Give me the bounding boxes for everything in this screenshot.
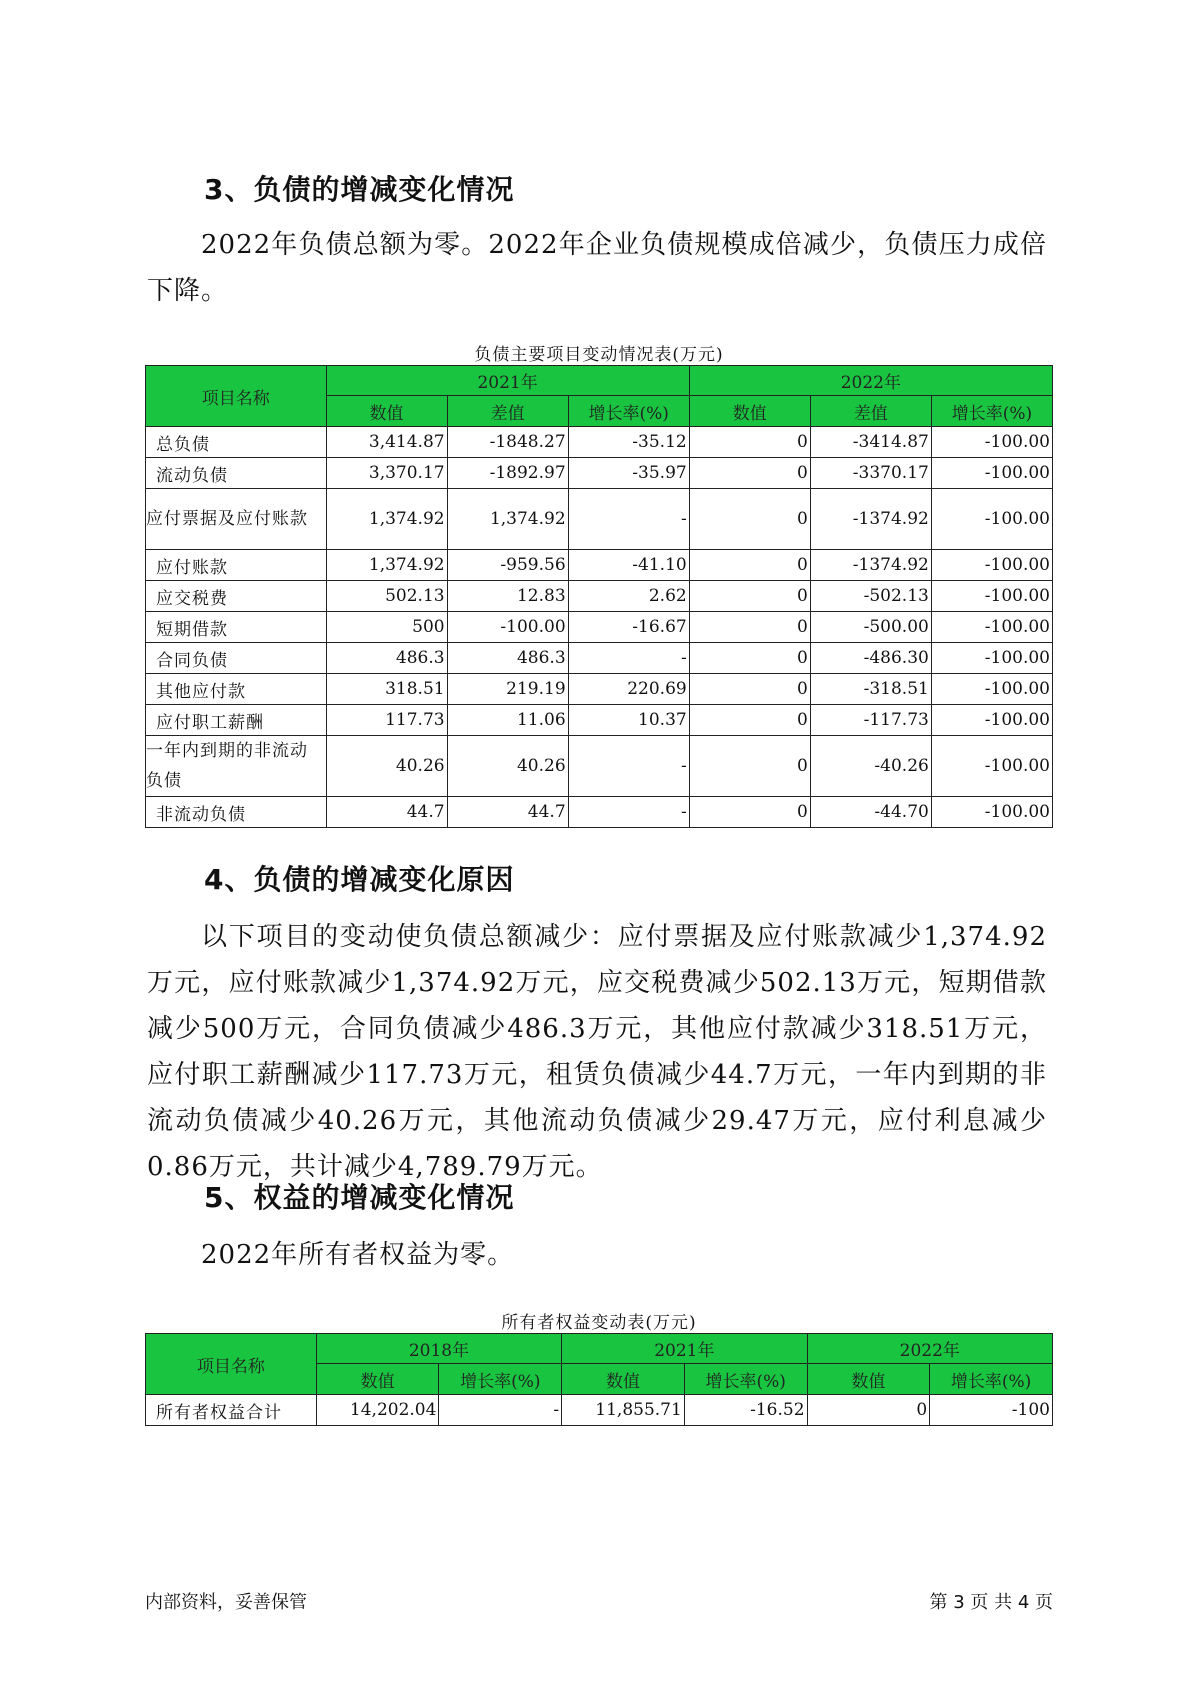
liability-table <box>145 365 1053 828</box>
equity-table-caption: 所有者权益变动表(万元) <box>501 1313 697 1333</box>
header-item-name: 项目名称 <box>146 366 327 427</box>
table-row <box>146 581 1053 612</box>
cell-growth: -100.00 <box>931 736 1052 797</box>
cell-growth: -100.00 <box>931 612 1052 643</box>
subheader-value: 数值 <box>316 1364 439 1395</box>
table-row <box>146 736 1053 797</box>
header-year-2022: 2022年 <box>807 1334 1052 1364</box>
cell-diff: -500.00 <box>810 612 931 643</box>
row-name: 应付账款 <box>146 550 327 581</box>
cell-diff: 11.06 <box>447 705 568 736</box>
cell-growth: -100.00 <box>931 643 1052 674</box>
cell-value: 3,370.17 <box>326 458 447 489</box>
cell-diff: -502.13 <box>810 581 931 612</box>
row-name: 总负债 <box>146 427 327 458</box>
cell-value: 486.3 <box>326 643 447 674</box>
cell-diff: 40.26 <box>447 736 568 797</box>
subheader-diff: 差值 <box>447 396 568 427</box>
cell-diff: 1,374.92 <box>447 489 568 550</box>
cell-value: 0 <box>689 736 810 797</box>
cell-growth: -16.52 <box>684 1395 807 1426</box>
cell-diff: 12.83 <box>447 581 568 612</box>
subheader-value: 数值 <box>326 396 447 427</box>
cell-diff: -959.56 <box>447 550 568 581</box>
cell-growth: - <box>568 489 689 550</box>
cell-growth: -100.00 <box>931 458 1052 489</box>
section-4-title: 4、负债的增减变化原因 <box>204 863 515 896</box>
cell-diff: -486.30 <box>810 643 931 674</box>
cell-diff: -100.00 <box>447 612 568 643</box>
cell-value: 0 <box>689 458 810 489</box>
cell-value: 500 <box>326 612 447 643</box>
section-3-title: 3、负债的增减变化情况 <box>204 173 515 206</box>
row-name: 应付职工薪酬 <box>146 705 327 736</box>
cell-value: 0 <box>689 674 810 705</box>
cell-value: 1,374.92 <box>326 489 447 550</box>
cell-value: 502.13 <box>326 581 447 612</box>
cell-value: 0 <box>689 427 810 458</box>
table-row <box>146 643 1053 674</box>
header-year-2018: 2018年 <box>316 1334 561 1364</box>
cell-growth: -100.00 <box>931 427 1052 458</box>
cell-value: 1,374.92 <box>326 550 447 581</box>
header-year-2021: 2021年 <box>326 366 689 396</box>
cell-diff: -1892.97 <box>447 458 568 489</box>
table-row <box>146 489 1053 550</box>
cell-diff: -117.73 <box>810 705 931 736</box>
table-row <box>146 1395 1053 1426</box>
cell-growth: -100 <box>930 1395 1053 1426</box>
cell-growth: -100.00 <box>931 705 1052 736</box>
row-name: 一年内到期的非流动负债 <box>146 736 327 797</box>
cell-diff: -1374.92 <box>810 489 931 550</box>
row-name: 应交税费 <box>146 581 327 612</box>
row-name: 应付票据及应付账款 <box>146 489 327 550</box>
cell-value: 0 <box>689 643 810 674</box>
subheader-diff: 差值 <box>810 396 931 427</box>
cell-diff: -1848.27 <box>447 427 568 458</box>
footer-confidential-note: 内部资料，妥善保管 <box>145 1592 307 1613</box>
subheader-growth: 增长率(%) <box>439 1364 562 1395</box>
section-4-paragraph: 以下项目的变动使负债总额减少：应付票据及应付账款减少1,374.92万元，应付账款减少1,374.92万元，应交税费减少502.13万元，短期借款减少500万元，合同负债减少486.3万元，其他应付款减少318.51万元，应付职工薪酬减少117.73万元，租赁负债减少44.7万元，一年内到期的非流动负债减少40.26万元，其他流动负债减少29.47万元，应付利息减少0.86万元，共计减少4,789.79万元。 <box>147 922 1047 1182</box>
row-name: 其他应付款 <box>146 674 327 705</box>
row-name: 合同负债 <box>146 643 327 674</box>
cell-growth: - <box>568 643 689 674</box>
row-name: 短期借款 <box>146 612 327 643</box>
table-row <box>146 458 1053 489</box>
cell-diff: 486.3 <box>447 643 568 674</box>
cell-growth: -100.00 <box>931 674 1052 705</box>
cell-diff: 219.19 <box>447 674 568 705</box>
subheader-growth: 增长率(%) <box>568 396 689 427</box>
section-3-paragraph: 2022年负债总额为零。2022年企业负债规模成倍减少，负债压力成倍下降。 <box>147 230 1047 306</box>
table-row <box>146 705 1053 736</box>
row-name: 非流动负债 <box>146 797 327 828</box>
cell-growth: -35.97 <box>568 458 689 489</box>
liability-table-caption: 负债主要项目变动情况表(万元) <box>474 345 724 365</box>
cell-diff: -3370.17 <box>810 458 931 489</box>
cell-value: 0 <box>689 581 810 612</box>
cell-diff: -3414.87 <box>810 427 931 458</box>
cell-value: 0 <box>689 550 810 581</box>
row-name: 所有者权益合计 <box>146 1395 317 1426</box>
cell-value: 318.51 <box>326 674 447 705</box>
cell-diff: -40.26 <box>810 736 931 797</box>
table-row <box>146 612 1053 643</box>
cell-growth: -100.00 <box>931 581 1052 612</box>
cell-value: 0 <box>689 797 810 828</box>
cell-value: 44.7 <box>326 797 447 828</box>
cell-growth: -100.00 <box>931 797 1052 828</box>
cell-growth: -41.10 <box>568 550 689 581</box>
subheader-value: 数值 <box>562 1364 685 1395</box>
row-name: 流动负债 <box>146 458 327 489</box>
header-year-2021: 2021年 <box>562 1334 807 1364</box>
table-row <box>146 674 1053 705</box>
cell-value: 0 <box>689 705 810 736</box>
header-year-2022: 2022年 <box>689 366 1052 396</box>
cell-growth: -100.00 <box>931 550 1052 581</box>
cell-diff: -1374.92 <box>810 550 931 581</box>
cell-value: 0 <box>689 612 810 643</box>
cell-growth: -35.12 <box>568 427 689 458</box>
cell-growth: 10.37 <box>568 705 689 736</box>
table-row <box>146 427 1053 458</box>
cell-growth: 2.62 <box>568 581 689 612</box>
cell-value: 14,202.04 <box>316 1395 439 1426</box>
cell-growth: -100.00 <box>931 489 1052 550</box>
header-item-name: 项目名称 <box>146 1334 317 1395</box>
footer-page-number: 第 3 页 共 4 页 <box>929 1592 1053 1613</box>
section-5-title: 5、权益的增减变化情况 <box>204 1181 515 1214</box>
subheader-value: 数值 <box>807 1364 930 1395</box>
cell-value: 40.26 <box>326 736 447 797</box>
table-row <box>146 550 1053 581</box>
cell-value: 3,414.87 <box>326 427 447 458</box>
cell-growth: -16.67 <box>568 612 689 643</box>
cell-value: 117.73 <box>326 705 447 736</box>
table-row <box>146 797 1053 828</box>
equity-table <box>145 1333 1053 1426</box>
cell-value: 11,855.71 <box>562 1395 685 1426</box>
subheader-growth: 增长率(%) <box>930 1364 1053 1395</box>
cell-growth: - <box>439 1395 562 1426</box>
cell-diff: -44.70 <box>810 797 931 828</box>
cell-value: 0 <box>689 489 810 550</box>
cell-diff: -318.51 <box>810 674 931 705</box>
subheader-growth: 增长率(%) <box>684 1364 807 1395</box>
section-5-paragraph: 2022年所有者权益为零。 <box>201 1240 515 1270</box>
cell-diff: 44.7 <box>447 797 568 828</box>
cell-growth: 220.69 <box>568 674 689 705</box>
subheader-value: 数值 <box>689 396 810 427</box>
cell-growth: - <box>568 797 689 828</box>
cell-growth: - <box>568 736 689 797</box>
cell-value: 0 <box>807 1395 930 1426</box>
subheader-growth: 增长率(%) <box>931 396 1052 427</box>
